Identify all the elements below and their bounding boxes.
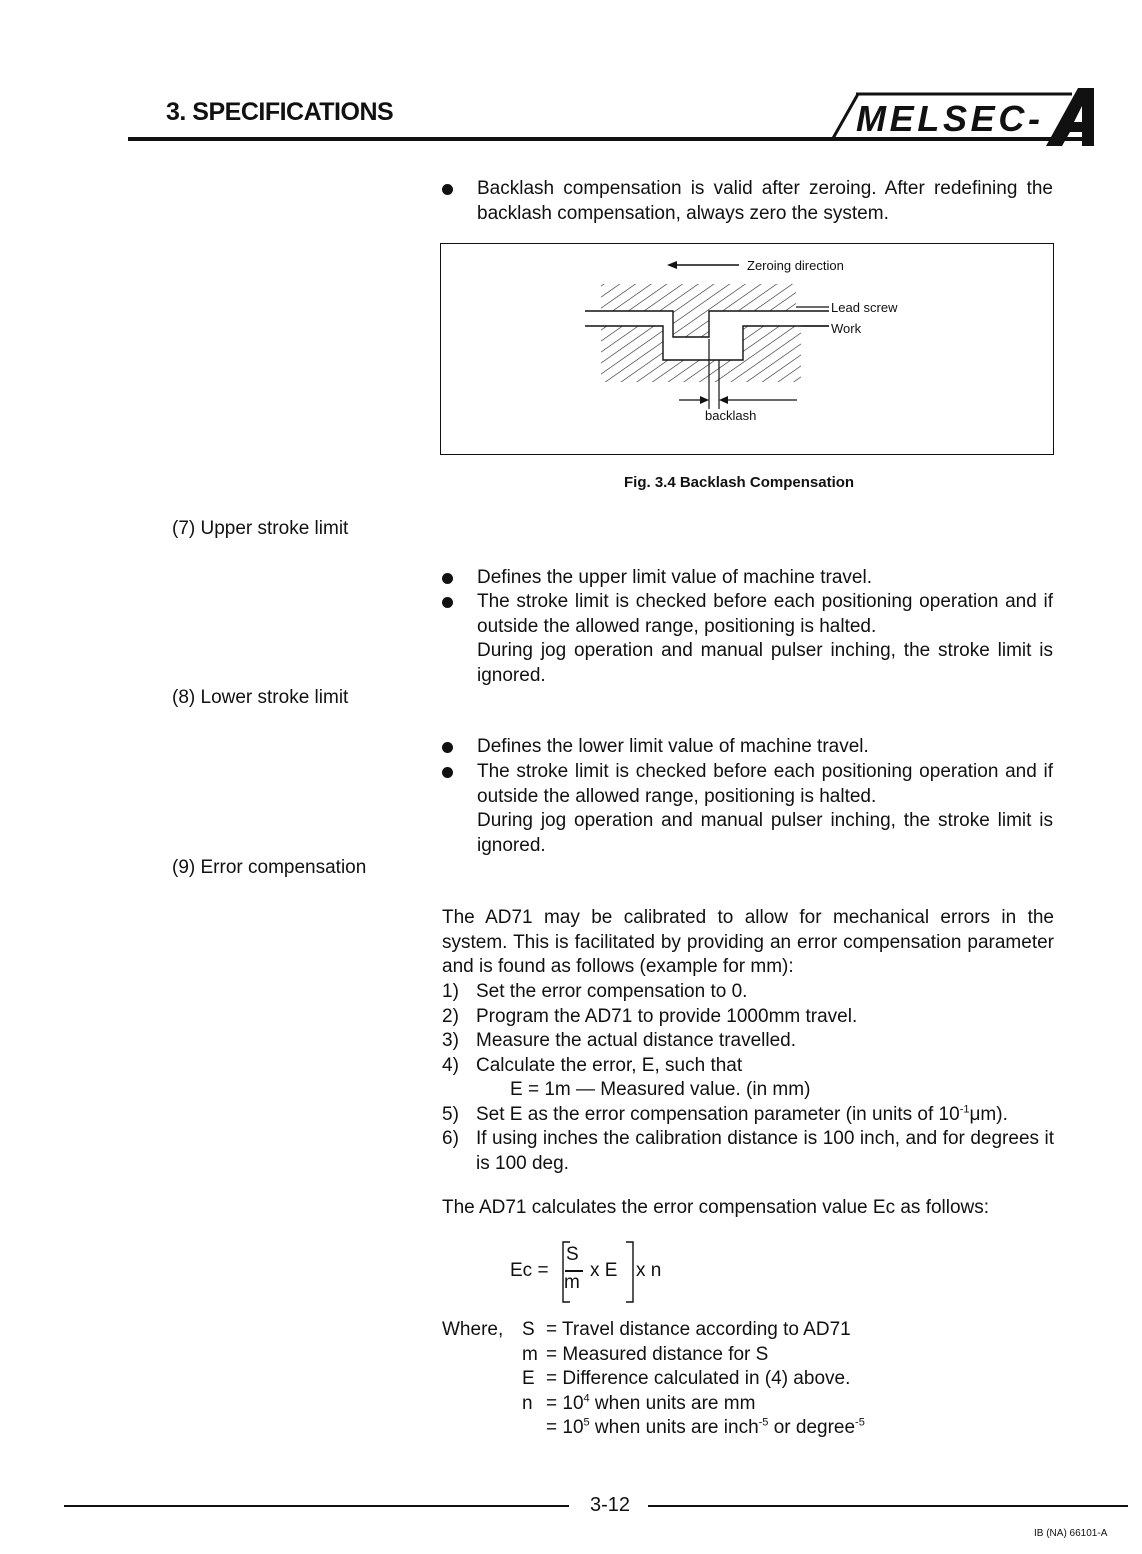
lower-limit-heading: (8) Lower stroke limit bbox=[172, 687, 349, 708]
bullet-dot bbox=[442, 767, 453, 778]
where-block: Where, S = Travel distance according to AD71 m = Measured distance for S E = Difference calculated in (4) above. n = $10^4$ when units are mm = $10^5$ when units are inch$^{-5}$ or degree$^{-5}$ bbox=[442, 1318, 1082, 1448]
step-5: 5) Set E as the error compensation parameter (in units of $10^{-1}\mu m$). bbox=[442, 1103, 1008, 1125]
bullet-dot bbox=[442, 597, 453, 608]
n-line-1: = $10^4$ when units are mm bbox=[546, 1392, 756, 1414]
step-6: 6) If using inches the calibration distance is 100 inch, and for degrees it is 100 deg. bbox=[442, 1128, 1054, 1174]
melsec-logo bbox=[832, 84, 1094, 154]
calc-intro: The AD71 calculates the error compensation value Ec as follows: bbox=[442, 1197, 990, 1218]
zeroing-direction-label: Zeroing direction bbox=[747, 258, 844, 273]
upper-limit-heading: (7) Upper stroke limit bbox=[172, 518, 349, 539]
bullet-dot bbox=[442, 573, 453, 584]
error-comp-heading: (9) Error compensation bbox=[172, 857, 367, 878]
bullet-dot bbox=[442, 184, 453, 195]
document-code: IB (NA) 66101-A bbox=[1034, 1528, 1108, 1539]
section-title: 3. SPECIFICATIONS bbox=[166, 98, 394, 126]
bullet-dot bbox=[442, 742, 453, 753]
backlash-label: backlash bbox=[705, 408, 757, 423]
n-line-2: = $10^5$ when units are inch$^{-5}$ or degree$^{-5}$ bbox=[546, 1416, 865, 1438]
right-bracket bbox=[624, 1240, 636, 1304]
error-comp-intro: The AD71 may be calibrated to allow for mechanical errors in the system. This is facilitated by providing an error compensation parameter and is found as follows (example for mm): bbox=[442, 907, 1054, 977]
step-3: 3) Measure the actual distance travelled. bbox=[442, 1030, 797, 1051]
logo-text: MELSEC- bbox=[856, 98, 1040, 139]
footer-rule-right bbox=[648, 1505, 1128, 1507]
footer-rule-left bbox=[64, 1505, 569, 1507]
backlash-diagram bbox=[441, 244, 1052, 453]
work-label: Work bbox=[831, 321, 862, 336]
page-number: 3-12 bbox=[590, 1494, 631, 1516]
step-4-formula: E = 1m — Measured value. (in mm) bbox=[510, 1079, 811, 1100]
error-comp-steps bbox=[442, 980, 1054, 1176]
lead-screw-label: Lead screw bbox=[831, 300, 898, 315]
backlash-figure bbox=[440, 243, 1054, 455]
step-4: 4) Calculate the error, E, such that bbox=[442, 1054, 743, 1076]
ec-formula: Ec = S m x E x n bbox=[510, 1240, 710, 1304]
figure-caption: Fig. 3.4 Backlash Compensation bbox=[624, 474, 855, 491]
step-2: 2) Program the AD71 to provide 1000mm travel. bbox=[442, 1005, 858, 1027]
step-1: 1) Set the error compensation to 0. bbox=[442, 981, 748, 1002]
